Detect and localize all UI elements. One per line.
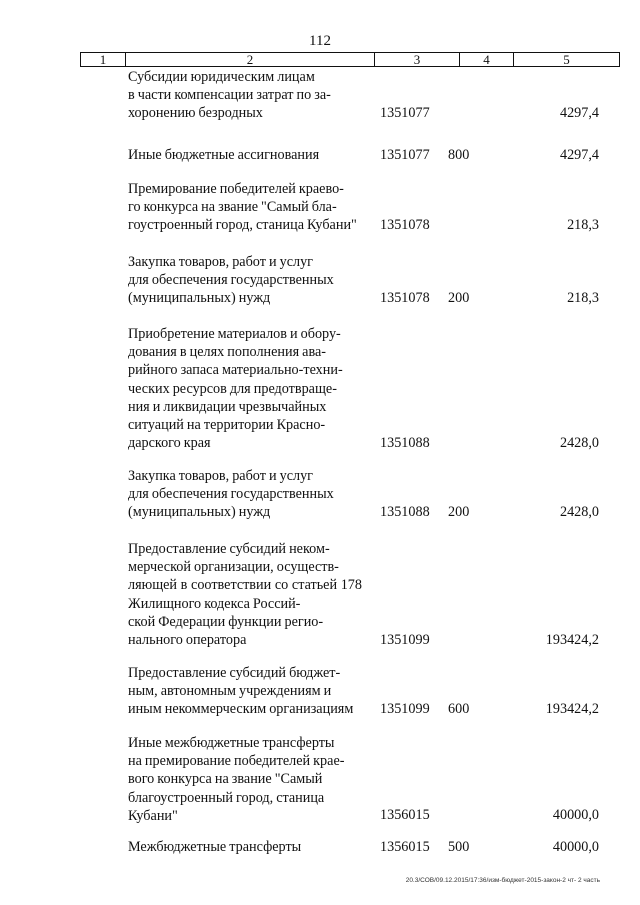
row-description: Премирование победителей краево- го конкурса на звание "Самый бла- гоустроенный город, станица Кубани" [128,181,357,234]
table-row [0,68,640,146]
row-description: Иные бюджетные ассигнования [128,147,320,163]
row-description: Закупка товаров, работ и услуг для обеспечения государственных (муниципальных) нужд [128,468,334,521]
row-expense-type: 500 [448,839,470,855]
column-header-2: 2 [126,53,375,66]
row-expense-type: 200 [448,504,470,520]
table-row [0,146,640,180]
table-row [0,180,640,253]
column-header-row [80,52,620,67]
table-row [0,253,640,325]
row-amount: 2428,0 [559,504,599,520]
row-amount: 218,3 [567,217,599,233]
row-amount: 193424,2 [545,701,599,717]
row-code: 1351077 [380,147,430,163]
row-amount: 40000,0 [552,839,599,855]
row-amount: 4297,4 [559,147,599,163]
row-description: Субсидии юридическим лицам в части компенсации затрат по за- хоронению безродных [128,69,331,122]
row-amount: 218,3 [567,290,599,306]
row-description: Приобретение материалов и обору- дования в целях пополнения ава- рийного запаса материально-техни- ческих ресурсов для предотвраще- ния и ликвидации чрезвычайных ситуаций на территории Красно- дарского края [128,326,343,452]
row-expense-type: 600 [448,701,470,717]
row-description: Закупка товаров, работ и услуг для обеспечения государственных (муниципальных) нужд [128,254,334,307]
row-amount: 4297,4 [559,105,599,121]
table-row [0,664,640,734]
row-description: Предоставление субсидий бюджет- ным, автономным учреждениям и иным некоммерческим организациям [128,665,354,718]
table-row [0,540,640,664]
row-code: 1351088 [380,435,430,451]
row-code: 1351078 [380,290,430,306]
table-row [0,838,640,860]
column-header-1: 1 [81,53,126,66]
table-row [0,325,640,467]
row-expense-type: 200 [448,290,470,306]
table-row [0,734,640,838]
table-row [0,467,640,540]
budget-table-body [0,68,640,860]
row-code: 1356015 [380,807,430,823]
row-expense-type: 800 [448,147,470,163]
column-header-3: 3 [375,53,460,66]
row-amount: 193424,2 [545,632,599,648]
page-number: 112 [309,33,331,49]
row-amount: 2428,0 [559,435,599,451]
row-description: Иные межбюджетные трансферты на премирование победителей крае- вого конкурса на звание "Самый благоустроенный город, станица Кубани" [128,735,345,824]
row-code: 1351077 [380,105,430,121]
row-description: Межбюджетные трансферты [128,839,302,855]
row-code: 1351099 [380,701,430,717]
column-header-4: 4 [460,53,514,66]
row-amount: 40000,0 [552,807,599,823]
row-code: 1356015 [380,839,430,855]
row-description: Предоставление субсидий неком- мерческой организации, осуществ- ляющей в соответствии со статьей 178 Жилищного кодекса Россий- ской Федерации функции регио- нального оператора [128,541,362,649]
row-code: 1351078 [380,217,430,233]
document-footer-id: 20.3/СОВ/09.12.2015/17:36/изм-бюджет-2015-закон-2 чт- 2 часть [405,877,600,884]
row-code: 1351099 [380,632,430,648]
row-code: 1351088 [380,504,430,520]
column-header-5: 5 [563,52,570,67]
